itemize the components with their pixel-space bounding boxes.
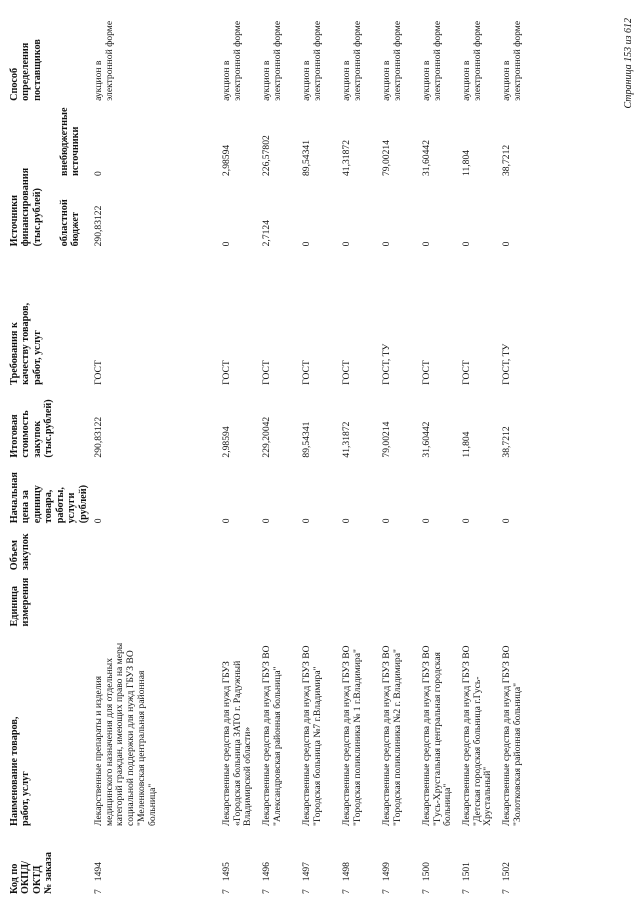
header-line: цена за <box>20 490 32 524</box>
row-unit <box>301 573 341 629</box>
row-name: Лекарственные средства для нужд ГБУЗ ВО "Городская поликлиника №2 г. Владимира" <box>380 645 403 826</box>
row-unit <box>421 573 461 629</box>
row-funding-obl: 0 <box>420 241 432 247</box>
row-cost: 79,00214 <box>380 421 392 458</box>
row-prefix: 7 <box>380 889 392 894</box>
row-number: 1498 <box>340 862 352 882</box>
header-line: областной <box>58 199 70 247</box>
header-line: бюджет <box>70 212 82 247</box>
table-row <box>461 17 501 897</box>
header-name <box>8 630 93 829</box>
row-funding-obl: 2,7124 <box>260 219 272 247</box>
row-prefix: 7 <box>500 889 512 894</box>
row-requirements: ГОСТ, ТУ <box>500 343 512 385</box>
row-requirements: ГОСТ <box>340 360 352 385</box>
row-prefix: 7 <box>420 889 432 894</box>
header-line: Объем <box>9 540 20 571</box>
row-method: аукцион в электронной форме <box>420 20 443 101</box>
header-unit <box>8 573 93 629</box>
header-line: Источники <box>9 195 20 247</box>
row-price: 0 <box>300 518 312 524</box>
row-price: 0 <box>380 518 392 524</box>
header-line: услуги <box>66 492 78 524</box>
row-name: Лекарственные средства для нужд ГБУЗ ВО "Городская больница №7 г.Владимира" <box>300 645 323 826</box>
header-line: ОКПД/ <box>20 860 32 894</box>
page-number: Страница 153 из 612 <box>623 18 634 109</box>
row-unit <box>93 573 221 629</box>
row-requirements: ГОСТ <box>300 360 312 385</box>
row-code <box>261 829 301 897</box>
table-row <box>261 17 301 897</box>
row-funding-obl: 0 <box>340 241 352 247</box>
row-cost: 38,7212 <box>500 426 512 458</box>
header-line: источники <box>70 126 82 176</box>
row-price: 0 <box>260 518 272 524</box>
row-method: аукцион в электронной форме <box>380 20 403 101</box>
table-row <box>301 17 341 897</box>
row-volume <box>461 526 501 573</box>
row-code <box>501 829 541 897</box>
row-prefix: 7 <box>460 889 472 894</box>
row-price: 0 <box>420 518 432 524</box>
header-line: Итоговая <box>9 414 20 458</box>
header-funding-obl <box>58 179 93 249</box>
header-method <box>8 17 93 104</box>
row-price: 0 <box>92 518 104 524</box>
header-line: закупок <box>31 420 43 458</box>
header-line: работ, услуг <box>20 771 32 826</box>
header-price <box>8 461 93 527</box>
row-funding-ext: 89,54341 <box>300 140 312 176</box>
row-volume <box>381 526 421 573</box>
row-number: 1497 <box>300 862 312 882</box>
header-line: Код по <box>9 863 20 894</box>
row-method: аукцион в электронной форме <box>220 20 243 101</box>
row-number: 1501 <box>460 862 472 882</box>
row-number: 1496 <box>260 862 272 882</box>
row-code <box>221 829 261 897</box>
header-line: качеству товаров, <box>20 302 32 385</box>
row-code <box>461 829 501 897</box>
row-prefix: 7 <box>220 889 232 894</box>
row-funding-ext: 0 <box>92 171 104 176</box>
row-method: аукцион в электронной форме <box>300 20 323 101</box>
row-unit <box>381 573 421 629</box>
row-cost: 229,20042 <box>260 416 272 458</box>
row-number: 1494 <box>92 862 104 882</box>
row-volume <box>301 526 341 573</box>
row-method: аукцион в электронной форме <box>500 20 523 101</box>
row-method: аукцион в электронной форме <box>340 20 363 101</box>
row-cost: 2,98594 <box>220 426 232 458</box>
row-funding-ext: 41,31872 <box>340 140 352 176</box>
row-name: Лекарственные средства для нужд ГБУЗ ВО "Детская городская больница г.Гусь-Хрустальный" <box>460 645 494 826</box>
row-funding-obl: 290,83122 <box>92 205 104 247</box>
row-number: 1495 <box>220 862 232 882</box>
header-line: (рублей) <box>77 485 89 524</box>
header-line: ОКТД <box>31 865 43 894</box>
row-code <box>341 829 381 897</box>
header-line: единицу <box>31 485 43 524</box>
header-line: Требования к <box>9 322 20 385</box>
row-method: аукцион в электронной форме <box>92 20 115 101</box>
row-unit <box>341 573 381 629</box>
row-requirements: ГОСТ <box>92 360 104 385</box>
table-row <box>381 17 421 897</box>
row-prefix: 7 <box>340 889 352 894</box>
row-method: аукцион в электронной форме <box>460 20 483 101</box>
row-funding-ext: 79,00214 <box>380 140 392 176</box>
row-name: Лекарственные препараты и изделия медицинского назначения для отдельных категорий граждан, имеющих право на меры социальной поддержки для нужд ГБУЗ ВО "Меленковская центральная районная больница" <box>92 642 158 826</box>
row-price: 0 <box>220 518 232 524</box>
row-requirements: ГОСТ <box>220 360 232 385</box>
header-line: поставщиков <box>31 39 43 101</box>
row-funding-ext: 11,804 <box>460 149 472 176</box>
row-code <box>381 829 421 897</box>
header-code <box>8 829 93 897</box>
row-cost: 89,54341 <box>300 421 312 458</box>
row-code <box>93 829 221 897</box>
header-funding-ext <box>58 104 93 179</box>
table-row <box>501 17 541 897</box>
row-volume <box>221 526 261 573</box>
row-name: Лекарственные средства для нужд ГБУЗ ВО "Гусь-Хрустальная центральная городская больница" <box>420 645 454 826</box>
header-line: измерения <box>20 577 32 627</box>
row-cost: 11,804 <box>460 431 472 458</box>
row-funding-obl: 0 <box>300 241 312 247</box>
row-price: 0 <box>340 518 352 524</box>
row-funding-ext: 31,60442 <box>420 140 432 176</box>
header-row <box>8 17 58 897</box>
row-funding-obl: 0 <box>380 241 392 247</box>
header-line: работ, услуг <box>31 330 43 385</box>
row-funding-obl: 0 <box>460 241 472 247</box>
procurement-table <box>8 17 541 897</box>
row-code <box>421 829 461 897</box>
row-volume <box>421 526 461 573</box>
header-line: закупок <box>20 533 32 571</box>
row-cost: 31,60442 <box>420 421 432 458</box>
row-cost: 290,83122 <box>92 416 104 458</box>
row-cost: 41,31872 <box>340 421 352 458</box>
row-prefix: 7 <box>300 889 312 894</box>
header-line: стоимость <box>20 410 32 458</box>
row-prefix: 7 <box>92 889 104 894</box>
header-line: определения <box>20 42 32 101</box>
row-prefix: 7 <box>260 889 272 894</box>
row-requirements: ГОСТ <box>460 360 472 385</box>
row-funding-ext: 226,57802 <box>260 135 272 176</box>
table-row <box>221 17 261 897</box>
row-requirements: ГОСТ <box>260 360 272 385</box>
header-requirements <box>8 249 93 387</box>
row-unit <box>501 573 541 629</box>
header-line: Способ <box>9 67 20 101</box>
header-line: внебюджетные <box>58 107 70 176</box>
header-line: работы, <box>54 487 66 524</box>
row-funding-ext: 38,7212 <box>500 144 512 176</box>
row-unit <box>221 573 261 629</box>
header-volume <box>8 526 93 573</box>
row-number: 1500 <box>420 862 432 882</box>
header-line: (тыс.рублей) <box>31 188 43 247</box>
header-line: № заказа <box>43 852 55 894</box>
header-funding <box>8 104 58 249</box>
header-cost <box>8 388 93 461</box>
row-code <box>301 829 341 897</box>
row-price: 0 <box>500 518 512 524</box>
row-name: Лекарственные средства для нужд ГБУЗ ВО "Городская поликлиника № 1 г.Владимира" <box>340 645 363 826</box>
row-name: Лекарственные средства для нужд ГБУЗ «Городская больница ЗАТО г. Радужный Владимирской области» <box>220 660 254 826</box>
row-number: 1502 <box>500 862 512 882</box>
table-row <box>341 17 381 897</box>
header-line: товара, <box>43 489 55 524</box>
row-volume <box>341 526 381 573</box>
header-line: Начальная <box>9 472 20 524</box>
row-volume <box>261 526 301 573</box>
header-line: Наименование товаров, <box>9 716 20 826</box>
row-funding-ext: 2,98594 <box>220 144 232 176</box>
row-funding-obl: 0 <box>500 241 512 247</box>
header-line: (тыс.рублей) <box>43 399 55 458</box>
row-name: Лекарственные средства для нужд ГБУЗ ВО "Золотковская районная больница" <box>500 645 523 826</box>
row-requirements: ГОСТ <box>420 360 432 385</box>
row-unit <box>261 573 301 629</box>
row-number: 1499 <box>380 862 392 882</box>
row-unit <box>461 573 501 629</box>
row-volume <box>501 526 541 573</box>
table-row <box>421 17 461 897</box>
row-method: аукцион в электронной форме <box>260 20 283 101</box>
row-price: 0 <box>460 518 472 524</box>
row-volume <box>93 526 221 573</box>
row-name: Лекарственные средства для нужд ГБУЗ ВО "Александровская районная больница" <box>260 645 283 826</box>
row-requirements: ГОСТ, ТУ <box>380 343 392 385</box>
header-line: Единица <box>9 585 20 627</box>
row-funding-obl: 0 <box>220 241 232 247</box>
table-body <box>93 17 541 897</box>
header-line: финансирования <box>20 167 32 247</box>
table-row <box>93 17 221 897</box>
